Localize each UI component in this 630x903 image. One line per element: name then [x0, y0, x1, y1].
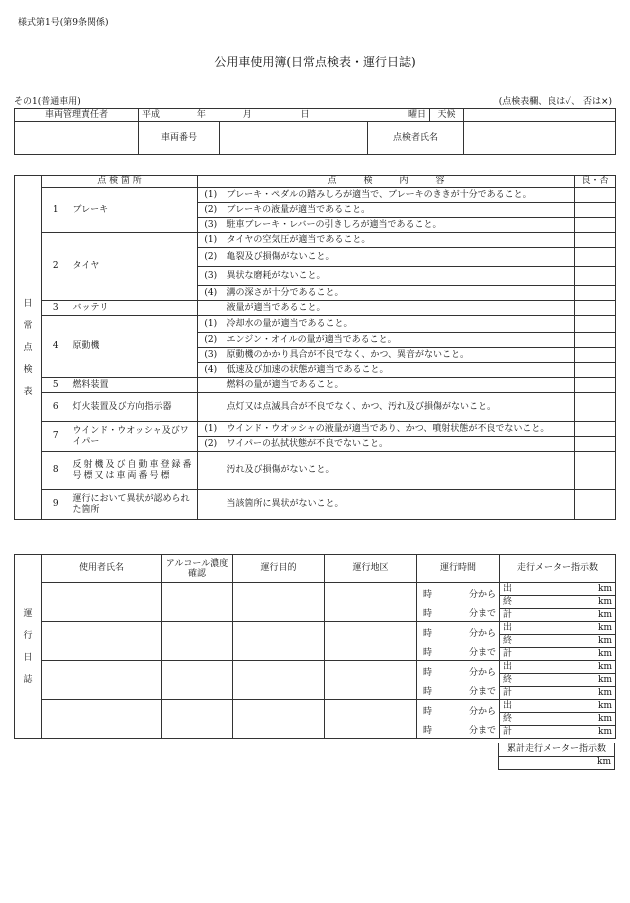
- sub-no: (4): [198, 286, 224, 301]
- sub-no: (2): [198, 333, 224, 348]
- result-cell[interactable]: [575, 452, 616, 490]
- result-cell[interactable]: [575, 378, 616, 393]
- time-from: 分から: [453, 700, 500, 726]
- meter-label: 計: [503, 687, 513, 698]
- weather-label: 天候: [430, 109, 464, 122]
- user-field[interactable]: [42, 700, 162, 739]
- date-field[interactable]: [139, 109, 368, 122]
- era-label: 平成: [142, 109, 161, 120]
- check-text: 低速及び加速の状態が適当であること。: [224, 363, 575, 378]
- time-hour: 時: [417, 583, 431, 609]
- km-unit: km: [598, 609, 613, 620]
- form-title: 公用車使用簿(日常点検表・運行日誌): [214, 55, 416, 69]
- time-hour: 時: [417, 648, 431, 661]
- sub-no: (3): [198, 348, 224, 363]
- cumulative-table: [498, 743, 615, 770]
- check-text: 冷却水の量が適当であること。: [224, 316, 575, 333]
- sub-no: (1): [198, 188, 224, 203]
- sub-no: (2): [198, 437, 224, 452]
- sub-no: (1): [198, 316, 224, 333]
- alcohol-field[interactable]: [162, 622, 233, 661]
- result-cell[interactable]: [575, 422, 616, 437]
- result-cell[interactable]: [575, 203, 616, 218]
- meter-label: 出: [503, 661, 513, 672]
- meter-total[interactable]: [500, 609, 616, 622]
- purpose-field[interactable]: [233, 583, 325, 622]
- col-area: 運行地区: [325, 555, 417, 583]
- km-unit: km: [598, 596, 613, 607]
- km-unit: km: [598, 674, 613, 685]
- meter-label: 終: [503, 635, 513, 646]
- check-text: ウインド・ウオッシャの液量が適当であり、かつ、噴射状態が不良でないこと。: [224, 422, 575, 437]
- item-no: 6: [42, 393, 70, 422]
- meter-start[interactable]: [500, 583, 616, 596]
- result-cell[interactable]: [575, 301, 616, 316]
- meter-label: 計: [503, 609, 513, 620]
- alcohol-field[interactable]: [162, 583, 233, 622]
- result-cell[interactable]: [575, 218, 616, 233]
- cumulative-label: 累計走行メーター指示数: [499, 743, 615, 756]
- time-from: 分から: [453, 622, 500, 648]
- user-field[interactable]: [42, 661, 162, 700]
- check-text: 当該箇所に異状がないこと。: [224, 490, 575, 520]
- vehicle-no-label: 車両番号: [139, 122, 220, 155]
- check-text: ブレーキの液量が適当であること。: [224, 203, 575, 218]
- item-name: 灯火装置及び方向指示器: [70, 393, 198, 422]
- time-to: 分まで: [453, 687, 500, 700]
- sub-no: (3): [198, 218, 224, 233]
- time-hour: 時: [417, 726, 431, 739]
- col-location: 点 検 箇 所: [42, 176, 198, 188]
- form-number: 様式第1号(第9条関係): [18, 18, 109, 28]
- check-text: 溝の深さが十分であること。: [224, 286, 575, 301]
- sub-no: (1): [198, 233, 224, 248]
- check-text: 駐車ブレーキ・レバーの引きしろが適当であること。: [224, 218, 575, 233]
- time-from: 分から: [453, 661, 500, 687]
- vehicle-no-field[interactable]: [220, 122, 368, 155]
- alcohol-field[interactable]: [162, 661, 233, 700]
- item-name: タイヤ: [70, 233, 198, 301]
- log-side-label: 運行日誌: [15, 555, 42, 739]
- result-cell[interactable]: [575, 316, 616, 333]
- meter-label: 終: [503, 713, 513, 724]
- col-purpose: 運行目的: [233, 555, 325, 583]
- time-to: 分まで: [453, 648, 500, 661]
- km-unit: km: [598, 726, 613, 737]
- weather-field[interactable]: [464, 109, 616, 122]
- km-unit: km: [597, 757, 611, 767]
- legend-note: (点検表欄、良は✓、 否は×): [498, 97, 612, 107]
- time-to: 分まで: [453, 609, 500, 622]
- check-text: 原動機のかかり具合が不良でなく、かつ、異音がないこと。: [224, 348, 575, 363]
- col-result: 良・否: [575, 176, 616, 188]
- result-cell[interactable]: [575, 348, 616, 363]
- km-unit: km: [598, 687, 613, 698]
- month-label: 月: [242, 109, 252, 120]
- col-alcohol: アルコール濃度確認: [162, 555, 233, 583]
- result-cell[interactable]: [575, 490, 616, 520]
- inspector-label: 点検者氏名: [368, 122, 464, 155]
- purpose-field[interactable]: [233, 700, 325, 739]
- sub-no: (2): [198, 203, 224, 218]
- meter-label: 出: [503, 622, 513, 633]
- inspector-field[interactable]: [464, 122, 616, 155]
- check-text: タイヤの空気圧が適当であること。: [224, 233, 575, 248]
- check-text: 異状な磨耗がないこと。: [224, 267, 575, 286]
- col-user: 使用者氏名: [42, 555, 162, 583]
- item-no: 3: [42, 301, 70, 316]
- km-unit: km: [598, 622, 613, 633]
- manager-field[interactable]: [15, 122, 139, 155]
- sub-no: (4): [198, 363, 224, 378]
- meter-total[interactable]: [500, 726, 616, 739]
- item-name: ウインド・ウオッシャ及びワイパー: [70, 422, 198, 452]
- check-text: ブレーキ・ペダルの踏みしろが適当で、ブレーキのききが十分であること。: [224, 188, 575, 203]
- result-cell[interactable]: [575, 248, 616, 267]
- item-no: 7: [42, 422, 70, 452]
- check-text: 亀裂及び損傷がないこと。: [224, 248, 575, 267]
- header-table: [14, 108, 616, 155]
- check-text: ワイパーの払拭状態が不良でないこと。: [224, 437, 575, 452]
- time-hour: 時: [417, 700, 431, 726]
- meter-start[interactable]: [500, 661, 616, 674]
- day-label: 日: [300, 109, 310, 120]
- user-field[interactable]: [42, 583, 162, 622]
- meter-end[interactable]: [500, 713, 616, 726]
- col-time: 運行時間: [417, 555, 500, 583]
- meter-label: 終: [503, 596, 513, 607]
- time-from: 分から: [453, 583, 500, 609]
- meter-end[interactable]: [500, 596, 616, 609]
- result-cell[interactable]: [575, 233, 616, 248]
- form-subtitle: その1(普通車用): [14, 97, 81, 107]
- user-field[interactable]: [42, 622, 162, 661]
- area-field[interactable]: [325, 583, 417, 622]
- meter-start[interactable]: [500, 622, 616, 635]
- item-name: ブレーキ: [70, 188, 198, 233]
- km-unit: km: [598, 700, 613, 711]
- manager-label: 車両管理責任者: [15, 109, 139, 122]
- meter-label: 計: [503, 648, 513, 659]
- result-cell[interactable]: [575, 437, 616, 452]
- meter-total[interactable]: [500, 687, 616, 700]
- area-field[interactable]: [325, 622, 417, 661]
- inspection-table: [14, 175, 616, 520]
- km-unit: km: [598, 713, 613, 724]
- result-cell[interactable]: [575, 393, 616, 422]
- km-unit: km: [598, 635, 613, 646]
- item-name: 原動機: [70, 316, 198, 378]
- check-text: 点灯又は点滅具合が不良でなく、かつ、汚れ及び損傷がないこと。: [224, 393, 575, 422]
- check-text: 燃料の量が適当であること。: [224, 378, 575, 393]
- item-no: 9: [42, 490, 70, 520]
- purpose-field[interactable]: [233, 622, 325, 661]
- result-cell[interactable]: [575, 267, 616, 286]
- alcohol-field[interactable]: [162, 700, 233, 739]
- meter-label: 終: [503, 674, 513, 685]
- time-hour: 時: [417, 622, 431, 648]
- meter-label: 出: [503, 700, 513, 711]
- cumulative-field[interactable]: [499, 756, 615, 769]
- km-unit: km: [598, 583, 613, 594]
- area-field[interactable]: [325, 661, 417, 700]
- result-cell[interactable]: [575, 363, 616, 378]
- time-to: 分まで: [453, 726, 500, 739]
- meter-label: 計: [503, 726, 513, 737]
- item-no: 1: [42, 188, 70, 233]
- meter-total[interactable]: [500, 648, 616, 661]
- area-field[interactable]: [325, 700, 417, 739]
- col-content: 点 検 内 容: [198, 176, 575, 188]
- time-hour: 時: [417, 609, 431, 622]
- sub-no: (1): [198, 422, 224, 437]
- meter-end[interactable]: [500, 674, 616, 687]
- item-name: 反射機及び自動車登録番号標又は車両番号標: [70, 452, 198, 490]
- col-meter: 走行メーター指示数: [500, 555, 616, 583]
- weekday-label: 曜日: [368, 109, 430, 122]
- item-no: 8: [42, 452, 70, 490]
- purpose-field[interactable]: [233, 661, 325, 700]
- result-cell[interactable]: [575, 286, 616, 301]
- item-no: 5: [42, 378, 70, 393]
- time-hour: 時: [417, 687, 431, 700]
- item-name: バッテリ: [70, 301, 198, 316]
- check-text: 汚れ及び損傷がないこと。: [224, 452, 575, 490]
- time-hour: 時: [417, 661, 431, 687]
- meter-end[interactable]: [500, 635, 616, 648]
- result-cell[interactable]: [575, 188, 616, 203]
- check-text: 液量が適当であること。: [224, 301, 575, 316]
- item-name: 燃料装置: [70, 378, 198, 393]
- km-unit: km: [598, 661, 613, 672]
- sub-no: (2): [198, 248, 224, 267]
- log-table: [14, 554, 616, 739]
- check-text: エンジン・オイルの量が適当であること。: [224, 333, 575, 348]
- year-label: 年: [196, 109, 206, 120]
- km-unit: km: [598, 648, 613, 659]
- inspection-side-label: 日常点検表: [15, 176, 42, 520]
- item-no: 2: [42, 233, 70, 301]
- result-cell[interactable]: [575, 333, 616, 348]
- item-no: 4: [42, 316, 70, 378]
- meter-label: 出: [503, 583, 513, 594]
- item-name: 運行において異状が認められた箇所: [70, 490, 198, 520]
- sub-no: (3): [198, 267, 224, 286]
- meter-start[interactable]: [500, 700, 616, 713]
